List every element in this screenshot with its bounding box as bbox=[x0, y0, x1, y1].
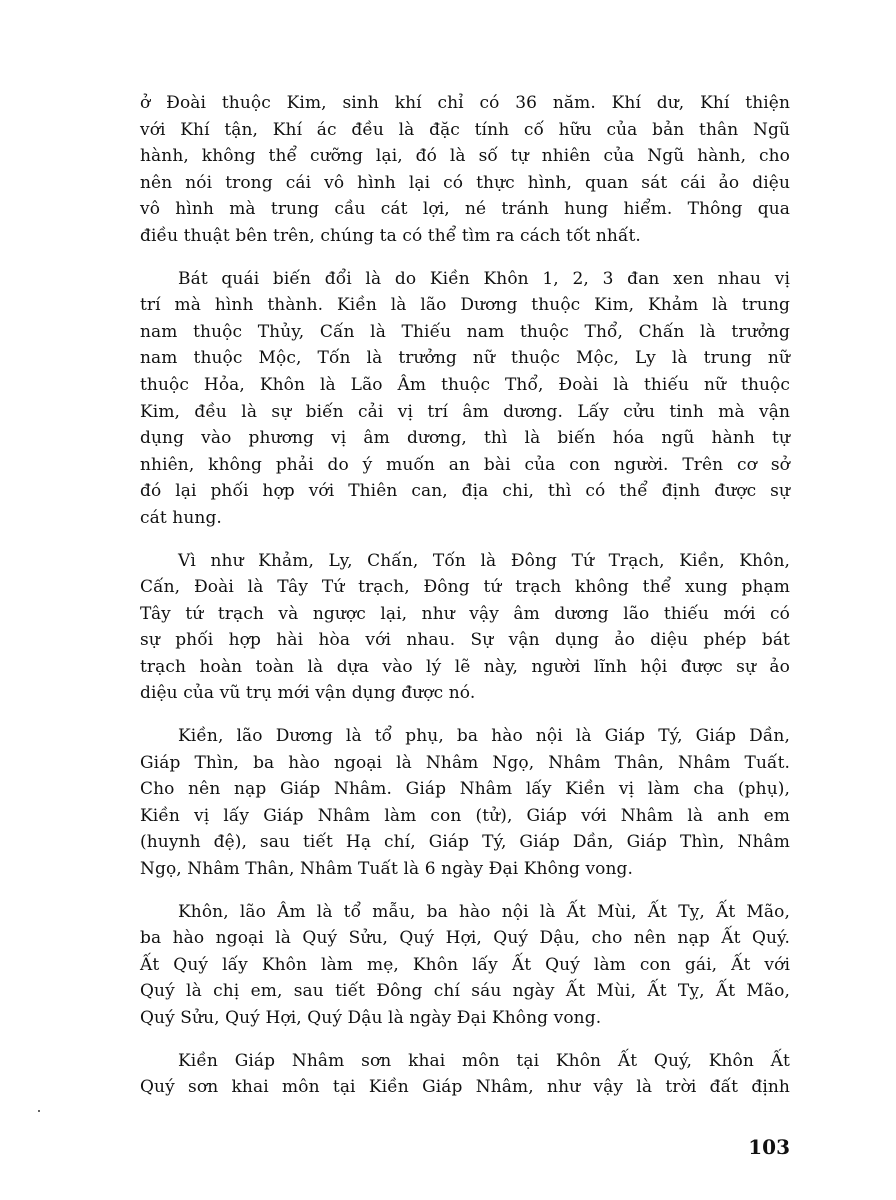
paragraph-2 bbox=[140, 266, 790, 532]
text-line: nam thuộc Mộc, Tốn là trưởng nữ thuộc Mộc, Ly là trung nữ bbox=[140, 348, 790, 369]
text-line: với Khí tận, Khí ác đều là đặc tính cố hữu của bản thân Ngũ bbox=[140, 119, 790, 140]
text-line: sự phối hợp hài hòa với nhau. Sự vận dụng ảo diệu phép bát bbox=[140, 630, 790, 651]
text-line: diệu của vũ trụ mới vận dụng được nó. bbox=[140, 683, 476, 704]
text-line: Kiền Giáp Nhâm sơn khai môn tại Khôn Ất Quý, Khôn Ất bbox=[178, 1050, 790, 1071]
text-line: Kiền, lão Dương là tổ phụ, ba hào nội là Giáp Tý, Giáp Dần, bbox=[178, 726, 790, 747]
page-body bbox=[140, 90, 790, 1117]
paragraph-5 bbox=[140, 899, 790, 1032]
text-line: Cho nên nạp Giáp Nhâm. Giáp Nhâm lấy Kiền vị làm cha (phụ), bbox=[140, 779, 790, 800]
text-line: nam thuộc Thủy, Cấn là Thiếu nam thuộc Thổ, Chấn là trưởng bbox=[140, 321, 790, 342]
text-line: Kim, đều là sự biến cải vị trí âm dương. Lấy cửu tinh mà vận bbox=[140, 401, 790, 422]
text-line: nhiên, không phải do ý muốn an bài của con người. Trên cơ sở bbox=[140, 454, 790, 475]
text-line: trí mà hình thành. Kiền là lão Dương thuộc Kim, Khảm là trung bbox=[140, 295, 790, 316]
text-line: nên nói trong cái vô hình lại có thực hình, quan sát cái ảo diệu bbox=[140, 172, 790, 193]
scan-speck bbox=[38, 1110, 40, 1112]
text-line: Khôn, lão Âm là tổ mẫu, ba hào nội là Ất Mùi, Ất Tỵ, Ất Mão, bbox=[178, 901, 790, 922]
text-line: Vì như Khảm, Ly, Chấn, Tốn là Đông Tứ Trạch, Kiền, Khôn, bbox=[178, 550, 790, 571]
page-number: 103 bbox=[748, 1135, 790, 1159]
text-line: ba hào ngoại là Quý Sửu, Quý Hợi, Quý Dậu, cho nên nạp Ất Quý. bbox=[140, 928, 790, 949]
text-line: đó lại phối hợp với Thiên can, địa chi, thì có thể định được sự bbox=[140, 481, 790, 502]
text-line: ở Đoài thuộc Kim, sinh khí chỉ có 36 năm. Khí dư, Khí thiện bbox=[140, 93, 790, 113]
text-line: hành, không thể cưỡng lại, đó là số tự nhiên của Ngũ hành, cho bbox=[140, 146, 790, 167]
paragraph-3 bbox=[140, 548, 790, 708]
text-line: (huynh đệ), sau tiết Hạ chí, Giáp Tý, Giáp Dần, Giáp Thìn, Nhâm bbox=[140, 832, 790, 853]
paragraph-1 bbox=[140, 90, 790, 250]
text-line: Ất Quý lấy Khôn làm mẹ, Khôn lấy Ất Quý làm con gái, Ất với bbox=[140, 954, 790, 975]
text-line: Ngọ, Nhâm Thân, Nhâm Tuất là 6 ngày Đại Không vong. bbox=[140, 859, 634, 880]
text-line: thuộc Hỏa, Khôn là Lão Âm thuộc Thổ, Đoài là thiếu nữ thuộc bbox=[140, 374, 790, 395]
text-line: vô hình mà trung cầu cát lợi, né tránh hung hiểm. Thông qua bbox=[140, 199, 790, 220]
text-line: Kiền vị lấy Giáp Nhâm làm con (tử), Giáp với Nhâm là anh em bbox=[140, 805, 790, 826]
text-line: Quý Sửu, Quý Hợi, Quý Dậu là ngày Đại Không vong. bbox=[140, 1008, 602, 1028]
text-line: Giáp Thìn, ba hào ngoại là Nhâm Ngọ, Nhâm Thân, Nhâm Tuất. bbox=[140, 752, 790, 773]
text-line: Bát quái biến đổi là do Kiền Khôn 1, 2, 3 đan xen nhau vị bbox=[178, 268, 790, 289]
text-line: trạch hoàn toàn là dựa vào lý lẽ này, người lĩnh hội được sự ảo bbox=[140, 656, 790, 677]
paragraph-4 bbox=[140, 723, 790, 883]
text-line: Quý sơn khai môn tại Kiền Giáp Nhâm, như vậy là trời đất định bbox=[140, 1077, 790, 1098]
text-line: Tây tứ trạch và ngược lại, như vậy âm dương lão thiếu mới có bbox=[140, 603, 790, 624]
text-line: Cấn, Đoài là Tây Tứ trạch, Đông tứ trạch không thể xung phạm bbox=[140, 577, 790, 598]
text-line: cát hung. bbox=[140, 507, 222, 528]
paragraph-6 bbox=[140, 1048, 790, 1101]
text-line: dụng vào phương vị âm dương, thì là biến hóa ngũ hành tự bbox=[140, 428, 790, 449]
text-line: điều thuật bên trên, chúng ta có thể tìm ra cách tốt nhất. bbox=[140, 225, 641, 246]
text-line: Quý là chị em, sau tiết Đông chí sáu ngày Ất Mùi, Ất Tỵ, Ất Mão, bbox=[140, 981, 790, 1002]
